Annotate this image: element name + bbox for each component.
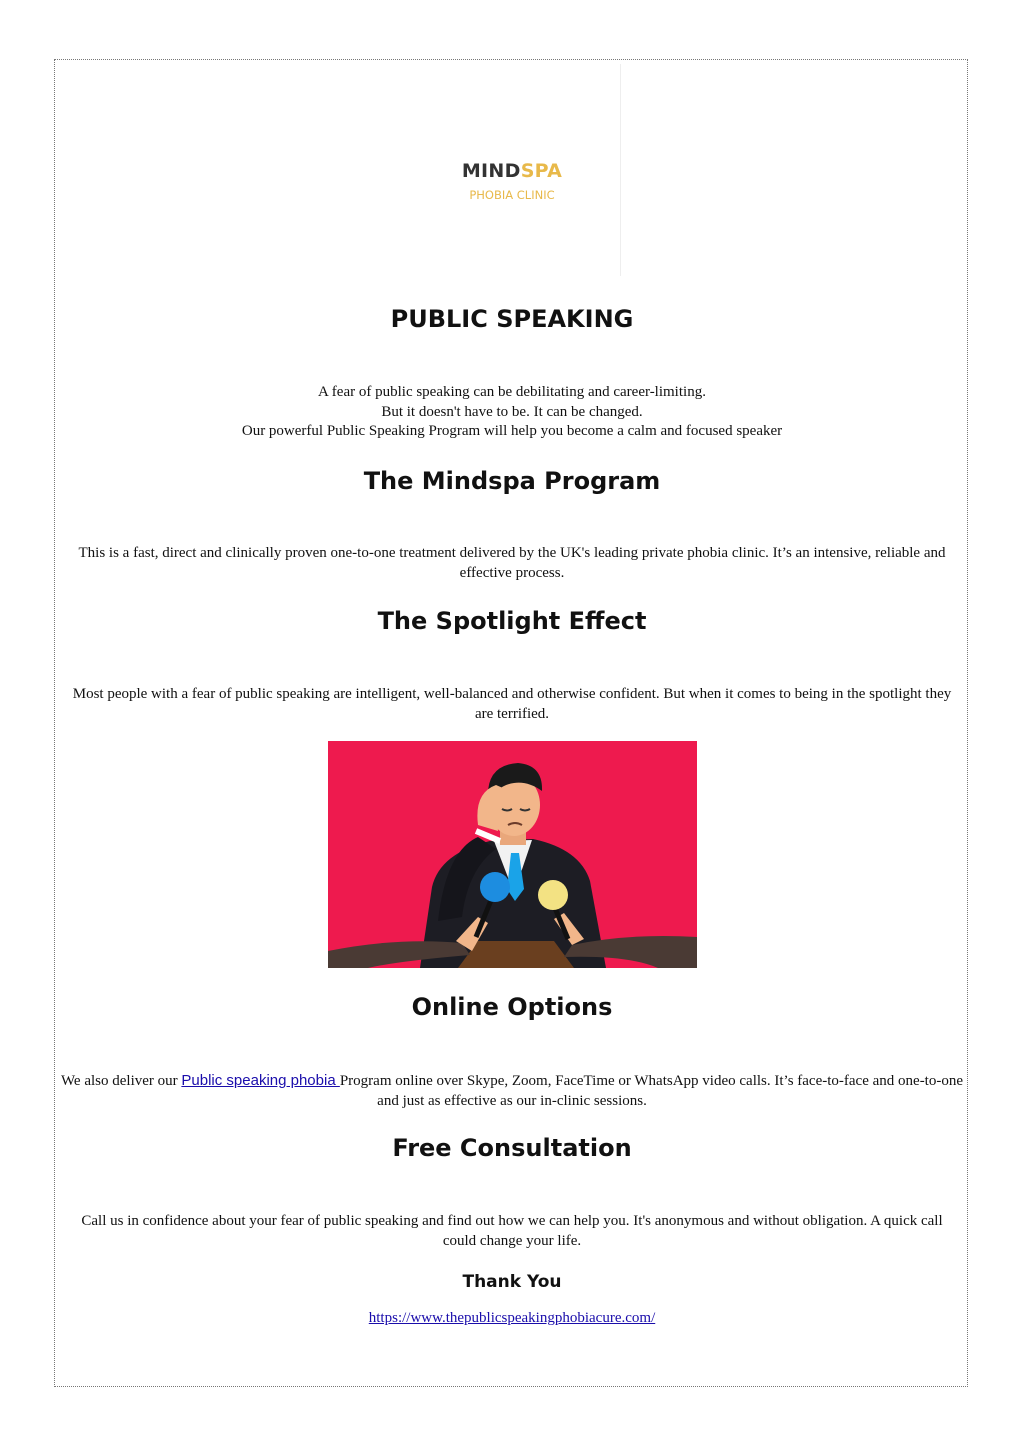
logo-wordmark-spa: SPA bbox=[520, 160, 563, 182]
spotlight-paragraph: Most people with a fear of public speaking are intelligent, well-balanced and otherwise confident. But when it comes to being in the spotlight they are terrified. bbox=[72, 686, 952, 722]
consultation-paragraph: Call us in confidence about your fear of public speaking and find out how we can help you. It's anonymous and without obligation. A quick call could change your life. bbox=[81, 1213, 943, 1249]
mic-left-head bbox=[480, 872, 510, 902]
page-title: PUBLIC SPEAKING bbox=[390, 305, 634, 333]
intro-paragraph bbox=[64, 383, 960, 442]
online-text-after: Program online over Skype, Zoom, FaceTime or WhatsApp video calls. It’s face-to-face and one-to-one and just as effective as our in-clinic sessions. bbox=[339, 1073, 964, 1109]
online-text-before: We also deliver our bbox=[60, 1073, 182, 1089]
intro-line-1: A fear of public speaking can be debilitating and career-limiting. bbox=[318, 384, 706, 400]
intro-line-2: But it doesn't have to be. It can be changed. bbox=[381, 403, 643, 420]
logo-wordmark bbox=[0, 160, 1024, 182]
online-heading: Online Options bbox=[411, 993, 613, 1021]
public-speaking-phobia-link[interactable]: Public speaking phobia bbox=[181, 1072, 340, 1089]
intro-line-3: Our powerful Public Speaking Program will help you become a calm and focused speaker bbox=[241, 423, 783, 439]
website-link[interactable]: https://www.thepublicspeakingphobiacure.com/ bbox=[368, 1310, 656, 1326]
mic-right-head bbox=[538, 880, 568, 910]
consultation-heading: Free Consultation bbox=[392, 1134, 632, 1162]
logo-subtitle: PHOBIA CLINIC bbox=[469, 188, 555, 202]
logo-wordmark-mind: MIND bbox=[461, 160, 521, 182]
spotlight-heading: The Spotlight Effect bbox=[377, 607, 647, 635]
online-paragraph bbox=[60, 1071, 964, 1111]
nervous-speaker-illustration bbox=[328, 741, 697, 968]
speaker-illustration-svg bbox=[328, 741, 697, 968]
mindspa-logo bbox=[0, 160, 1024, 205]
program-heading: The Mindspa Program bbox=[363, 467, 661, 495]
footer-url-row bbox=[0, 1309, 1024, 1328]
program-paragraph: This is a fast, direct and clinically proven one-to-one treatment delivered by the UK's leading private phobia clinic. It’s an intensive, reliable and effective process. bbox=[78, 545, 946, 581]
thank-you-heading: Thank You bbox=[462, 1272, 562, 1292]
